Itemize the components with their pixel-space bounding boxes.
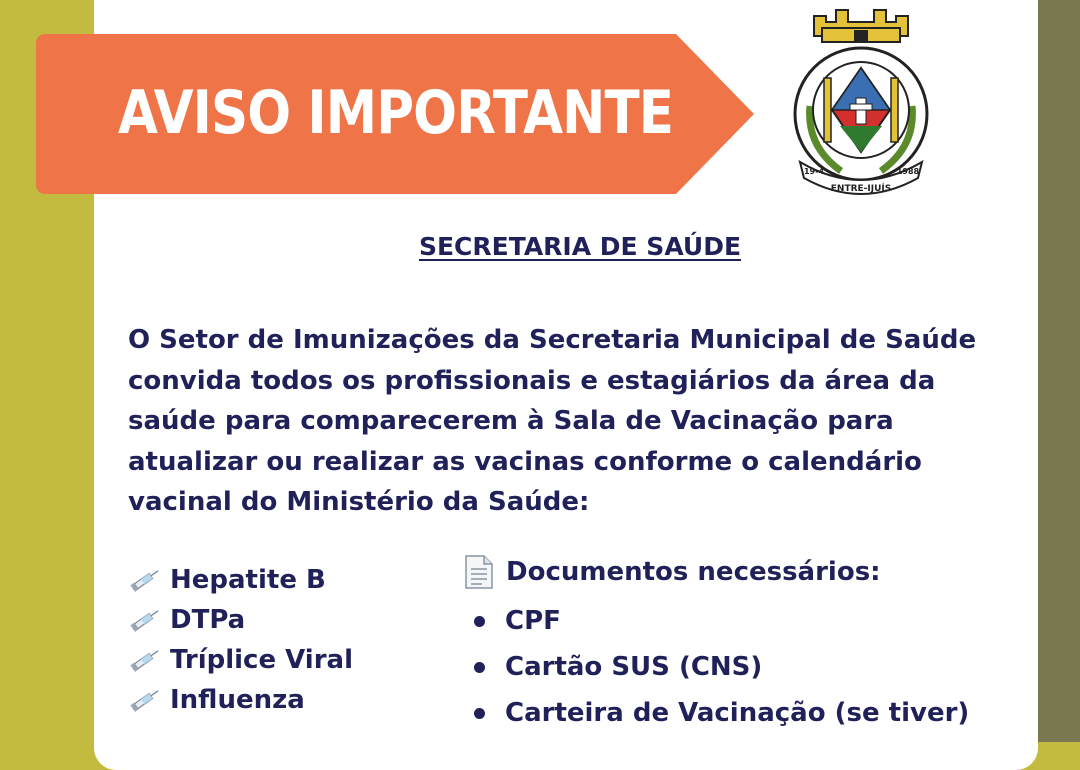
syringe-icon	[128, 647, 162, 673]
document-item	[474, 598, 969, 644]
document-icon	[464, 554, 494, 590]
banner-title: AVISO IMPORTANTE	[118, 78, 674, 148]
vaccine-label: Hepatite B	[170, 565, 326, 595]
announcement-paragraph	[128, 320, 1028, 523]
paragraph-line: vacinal do Ministério da Saúde:	[128, 487, 590, 517]
document-item	[474, 644, 969, 690]
paragraph-line: saúde para comparecerem à Sala de Vacinação para	[128, 406, 894, 436]
vaccine-item	[128, 560, 353, 600]
paragraph-line: convida todos os profissionais e estagiários da área da	[128, 365, 936, 396]
document-label: CPF	[505, 606, 561, 636]
bullet-icon	[474, 708, 485, 719]
bullet-icon	[474, 662, 485, 673]
secretariat-title: SECRETARIA DE SAÚDE	[418, 232, 742, 261]
syringe-icon	[128, 607, 162, 633]
vaccine-label: Influenza	[170, 685, 305, 715]
municipal-crest-logo	[786, 6, 936, 206]
vaccine-item	[128, 600, 353, 640]
crest-motto: ENTRE-IJUÍS	[830, 184, 892, 194]
syringe-icon	[128, 687, 162, 713]
documents-heading-label: Documentos necessários:	[506, 557, 881, 587]
document-label: Carteira de Vacinação (se tiver)	[505, 698, 970, 728]
paragraph-line: atualizar ou realizar as vacinas conforme o calendário	[128, 446, 922, 477]
document-item	[474, 690, 969, 736]
vaccine-label: Tríplice Viral	[170, 645, 354, 675]
crest-year-right: 1988	[896, 167, 920, 176]
vaccine-item	[128, 640, 353, 680]
documents-heading	[464, 554, 881, 590]
vaccine-item	[128, 680, 353, 720]
vaccine-list	[128, 560, 353, 720]
background-strip-right	[1038, 0, 1080, 742]
bullet-icon	[474, 616, 485, 627]
document-label: Cartão SUS (CNS)	[505, 652, 763, 682]
banner	[36, 34, 756, 194]
vaccine-label: DTPa	[170, 605, 246, 635]
syringe-icon	[128, 567, 162, 593]
documents-list	[474, 598, 969, 736]
paragraph-line: O Setor de Imunizações da Secretaria Municipal de Saúde	[128, 325, 977, 355]
crest-year-left: 19-4	[803, 167, 825, 176]
